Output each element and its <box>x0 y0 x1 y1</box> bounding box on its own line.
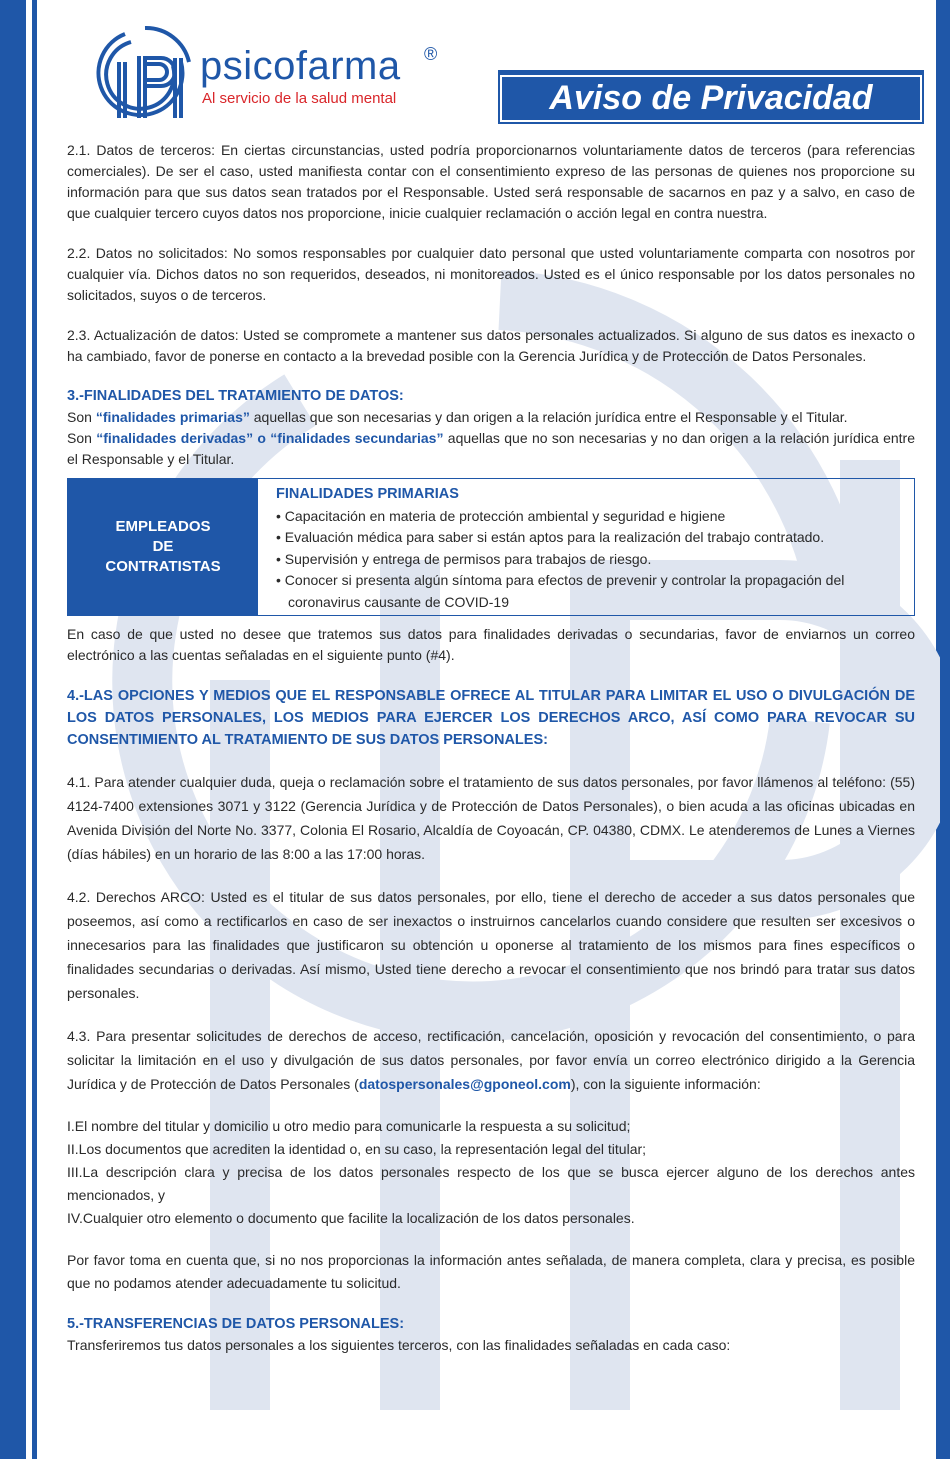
psicofarma-logo-icon <box>95 22 195 122</box>
section-3-title: 3.-FINALIDADES DEL TRATAMIENTO DE DATOS: <box>67 388 404 404</box>
finalidades-category: EMPLEADOS DE CONTRATISTAS <box>68 479 258 615</box>
list-item: • Conocer si presenta algún síntoma para efectos de prevenir y controlar la propagación del coronavirus causante de COVID-19 <box>276 572 845 610</box>
section-4-title: 4.-LAS OPCIONES Y MEDIOS QUE EL RESPONSABLE OFRECE AL TITULAR PARA LIMITAR EL USO O DIVULGACIÓN DE LOS DATOS PERSONALES, LOS MEDIOS PARA EJERCER LOS DERECHOS ARCO, ASÍ COMO PARA REVOCAR SU CONSENTIMIENTO AL TRATAMIENTO DE SUS DATOS PERSONALES: <box>67 688 915 748</box>
finalidades-list <box>258 479 914 615</box>
left-border-thin-stripe <box>32 0 37 1459</box>
list-item: • Supervisión y entrega de permisos para trabajos de riesgo. <box>276 550 652 567</box>
paragraph-2-2: 2.2. Datos no solicitados: No somos responsables por cualquier dato personal que usted voluntariamente comparta con nosotros por cualquier vía. Dichos datos no son requeridos, deseados, ni monitoreados. Usted es el único responsable por los datos personales no solicitados, suyos o de terceros. <box>67 245 915 303</box>
paragraph-3-after: En caso de que usted no desee que tratemos sus datos para finalidades derivadas o secundarias, favor de enviarnos un correo electrónico a las cuentas señaladas en el siguiente punto (#4). <box>67 626 915 663</box>
paragraph-2-1: 2.1. Datos de terceros: En ciertas circunstancias, usted podría proporcionarnos voluntariamente datos de terceros (para referencias comerciales). De ser el caso, usted manifiesta contar con el consentimiento expreso de las personas de quienes nos proporcione su información para que sus datos sean tratados por el Responsable. Usted será responsable de sacarnos en paz y a salvo, en caso de que cualquier tercero cuyos datos nos proporcione, inicie cualquier reclamación o acción legal en contra nuestra. <box>67 142 915 221</box>
paragraph-4-note: Por favor toma en cuenta que, si no nos proporcionas la información antes señalada, de manera completa, clara y precisa, es posible que no podamos atender adecuadamente tu solicitud. <box>67 1252 915 1291</box>
list-item: • Evaluación médica para saber si están aptos para la realización del trabajo contratado. <box>276 529 825 545</box>
paragraph-4-1: 4.1. Para atender cualquier duda, queja o reclamación sobre el tratamiento de sus datos personales, por favor llámenos al teléfono: (55) 4124-7400 extensiones 3071 y 3122 (Gerencia Jurídica y de Protección de Datos Personales), o bien acuda a las oficinas ubicadas en Avenida División del Norte No. 3377, Colonia El Rosario, Alcaldía de Coyoacán, CP. 04380, CDMX. Le atenderemos de Lunes a Viernes (días hábiles) en un horario de las 8:00 a las 17:00 horas. <box>67 774 915 862</box>
list-item: IV.Cualquier otro elemento o documento que facilite la localización de los datos personales. <box>67 1210 635 1226</box>
list-item: II.Los documentos que acrediten la identidad o, en su caso, la representación legal del titular; <box>67 1141 647 1157</box>
title-banner <box>500 72 922 122</box>
list-item: I.El nombre del titular y domicilio u otro medio para comunicarle la respuesta a su solicitud; <box>67 1118 631 1134</box>
highlight-finalidades-secundarias: “finalidades derivadas” o “finalidades secundarias” <box>96 430 444 446</box>
left-border-stripe <box>0 0 26 1459</box>
list-item: III.La descripción clara y precisa de los datos personales respecto de los que se busca ejercer alguno de los derechos antes mencionados, y <box>67 1164 915 1203</box>
section-3-line-2: Son “finalidades derivadas” o “finalidades secundarias” aquellas que no son necesarias y no dan origen a la relación jurídica entre el Responsable y el Titular. <box>67 430 915 467</box>
brand-tagline: Al servicio de la salud mental <box>202 90 397 107</box>
paragraph-4-2: 4.2. Derechos ARCO: Usted es el titular de sus datos personales, por ello, tiene el derecho de acceder a sus datos personales que poseemos, así como a rectificarlos en caso de ser inexactos o instruirnos cancelarlos cuando considere que resulten ser excesivos o innecesarios para las finalidades que justificaron su obtención u oponerse al tratamiento de los mismos para fines específicos o finalidades secundarias o derivadas. Así mismo, Usted tiene derecho a revocar el consentimiento que nos brindó para tratar sus datos personales. <box>67 889 915 1001</box>
paragraph-5: Transferiremos tus datos personales a los siguientes terceros, con las finalidades señaladas en cada caso: <box>67 1337 731 1353</box>
highlight-finalidades-primarias: “finalidades primarias” <box>95 409 250 425</box>
email-link[interactable]: datospersonales@gponeol.com <box>358 1076 571 1092</box>
section-5-title: 5.-TRANSFERENCIAS DE DATOS PERSONALES: <box>67 1316 405 1332</box>
finalidades-table <box>67 478 915 616</box>
paragraph-4-3: 4.3. Para presentar solicitudes de derechos de acceso, rectificación, cancelación, oposición y revocación del consentimiento, o para solicitar la limitación en el uso y divulgación de sus datos personales, por favor envía un correo electrónico dirigido a la Gerencia Jurídica y de Protección de Datos Personales (datospersonales@gponeol.com), con la siguiente información: <box>67 1028 915 1092</box>
page-title: Aviso de Privacidad <box>549 79 873 117</box>
page-header <box>0 0 950 135</box>
finalidades-title: FINALIDADES PRIMARIAS <box>276 486 459 502</box>
brand-name: psicofarma <box>200 44 401 88</box>
paragraph-2-3: 2.3. Actualización de datos: Usted se compromete a mantener sus datos personales actualizados. Si alguno de sus datos es inexacto o ha cambiado, favor de ponerse en contacto a la brevedad posible con la Gerencia Jurídica y de Protección de Datos Personales. <box>67 327 915 364</box>
document-body <box>67 140 915 1356</box>
section-3-line-1: Son “finalidades primarias” aquellas que son necesarias y dan origen a la relación jurídica entre el Responsable y el Titular. <box>67 409 848 425</box>
registered-mark: ® <box>424 44 438 64</box>
list-item: • Capacitación en materia de protección ambiental y seguridad e higiene <box>276 507 726 524</box>
